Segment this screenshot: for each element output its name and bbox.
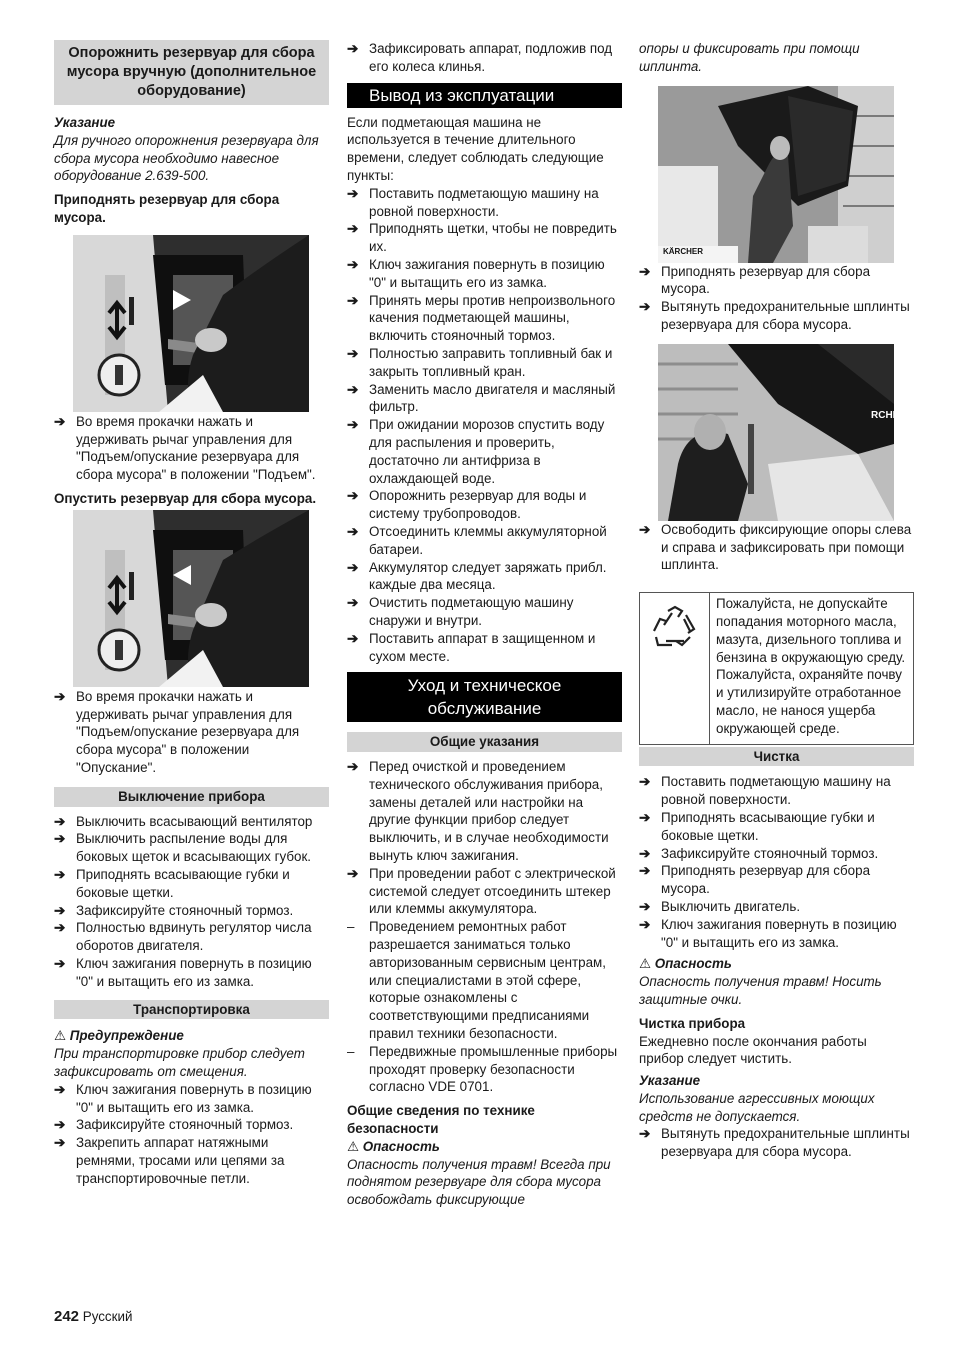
- arrow-right-icon: ➔: [639, 809, 651, 825]
- switch-off-steps: [54, 813, 329, 991]
- warning-triangle-icon: ⚠: [639, 956, 652, 972]
- list-item: ➔ Заменить масло двигателя и масляный фильтр.: [347, 381, 616, 415]
- section-heading-maintenance: Уход и техническое обслуживание: [347, 672, 622, 722]
- list-item: ➔ Принять меры против непроизвольного качения подметающей машины, включить стояночный тормоз.: [347, 292, 616, 344]
- arrow-right-icon: ➔: [639, 863, 651, 879]
- raise-title: Приподнять резервуар для сбора мусора.: [54, 192, 280, 225]
- recycle-icon-cell: [640, 593, 710, 743]
- list-item: ➔ При проведении работ с электрической системой следует отсоединить штекер или клеммы аккумулятора.: [347, 865, 616, 917]
- list-item: ➔ Зафиксируйте стояночный тормоз.: [639, 845, 879, 861]
- danger-title-cleaning: ⚠ Опасность: [639, 956, 732, 972]
- arrow-right-icon: ➔: [347, 185, 359, 201]
- safety-title: Общие сведения по технике безопасности: [347, 1103, 535, 1137]
- arrow-right-icon: ➔: [54, 902, 66, 918]
- arrow-right-icon: ➔: [54, 413, 66, 429]
- arrow-right-icon: ➔: [639, 774, 651, 790]
- arrow-right-icon: ➔: [639, 916, 651, 932]
- photo-raise-container: [658, 86, 894, 263]
- list-item: ➔ Закрепить аппарат натяжными ремнями, тросами или цепями за транспортировочные петли.: [54, 1135, 285, 1186]
- column-middle: [347, 40, 622, 1209]
- list-item: ➔ Очистить подметающую машину снаружи и внутри.: [347, 595, 574, 628]
- section-heading-cleaning: Чистка: [639, 747, 914, 767]
- arrow-right-icon: ➔: [347, 488, 359, 504]
- arrow-right-icon: ➔: [639, 898, 651, 914]
- last-steps: [639, 1125, 914, 1161]
- support-steps: [639, 521, 914, 574]
- list-item: ➔ Приподнять щетки, чтобы не повредить их.: [347, 221, 617, 255]
- list-item: ➔ Перед очисткой и проведением технического обслуживания прибора, замены деталей или настройки на другие функции прибор следует выключить, и в случае необходимости вынуть ключ зажигания.: [347, 759, 609, 864]
- arrow-right-icon: ➔: [347, 381, 359, 397]
- photo-lower-lever: [73, 510, 309, 687]
- arrow-right-icon: ➔: [54, 688, 66, 704]
- list-item: ➔ Полностью заправить топливный бак и закрыть топливный кран.: [347, 345, 613, 379]
- list-item: ➔ Во время прокачки нажать и удерживать рычаг управления для "Подъем/опускание резервуара для сбора мусора" в положении "Опускание".: [54, 688, 300, 775]
- section-heading-switch-off: Выключение прибора: [54, 787, 329, 807]
- list-item: ➔ Вытянуть предохранительные шплинты резервуара для сбора мусора.: [639, 299, 910, 332]
- list-item: ➔ Зафиксируйте стояночный тормоз.: [54, 1117, 294, 1133]
- column-left: [54, 40, 329, 1187]
- danger-text-continued: опоры и фиксировать при помощи шплинта.: [639, 41, 860, 74]
- device-cleaning-text: Ежедневно после окончания работы прибор следует чистить.: [639, 1033, 867, 1067]
- photo-raise-lever: [73, 235, 309, 412]
- list-item: ➔ Полностью вдвинуть регулятор числа оборотов двигателя.: [54, 920, 312, 954]
- arrow-right-icon: ➔: [347, 559, 359, 575]
- list-item: ➔ Приподнять всасывающие губки и боковые щетки.: [639, 809, 875, 843]
- decommission-intro: Если подметающая машина не используется в течение длительного времени, следует соблюдать следующие пункты:: [347, 114, 604, 183]
- danger-text: Опасность получения травм! Всегда при поднятом резервуаре для сбора мусора освобождать фиксирующие: [347, 1156, 611, 1208]
- arrow-right-icon: ➔: [347, 523, 359, 539]
- list-item: ➔ Ключ зажигания повернуть в позицию "0" и вытащить его из замка.: [54, 955, 312, 989]
- arrow-right-icon: ➔: [347, 865, 359, 881]
- warning-title: ⚠ Предупреждение: [54, 1028, 184, 1044]
- arrow-right-icon: ➔: [54, 955, 66, 971]
- list-item: ➔ Зафиксируйте стояночный тормоз.: [54, 902, 294, 918]
- column-right: [639, 40, 914, 1161]
- arrow-right-icon: ➔: [54, 866, 66, 882]
- list-item: ➔ Во время прокачки нажать и удерживать рычаг управления для "Подъем/опускание резервуара для сбора мусора" в положении "Подъем".: [54, 413, 316, 483]
- section-heading-general-notes: Общие указания: [347, 732, 622, 752]
- list-item: – Проведением ремонтных работ разрешается заниматься только авторизованным сервисным центрам, или специалистами в этой сфере, которые ознакомлены с соответствующими предписаниями правил техники безопасности.: [347, 919, 606, 1042]
- list-item: ➔ Выключить двигатель.: [639, 898, 801, 914]
- section-heading-decommission: Вывод из эксплуатации: [347, 83, 622, 108]
- danger-text-cleaning: Опасность получения травм! Носить защитные очки.: [639, 974, 882, 1007]
- arrow-right-icon: ➔: [347, 595, 359, 611]
- note-text-cleaning: Использование агрессивных моющих средств не допускается.: [639, 1090, 875, 1124]
- arrow-right-icon: ➔: [54, 813, 66, 829]
- list-item: ➔ Ключ зажигания повернуть в позицию "0" и вытащить его из замка.: [347, 256, 605, 290]
- list-item: ➔ Поставить подметающую машину на ровной поверхности.: [347, 185, 599, 219]
- lower-steps: [54, 688, 329, 777]
- list-item: ➔ Ключ зажигания повернуть в позицию "0" и вытащить его из замка.: [54, 1081, 312, 1115]
- warning-triangle-icon: ⚠: [347, 1138, 360, 1154]
- arrow-right-icon: ➔: [347, 221, 359, 237]
- cleaning-steps: [639, 773, 914, 951]
- note-title-cleaning: Указание: [639, 1073, 701, 1089]
- note-title: Указание: [54, 115, 116, 130]
- environment-text: Пожалуйста, не допускайте попадания моторного масла, мазута, дизельного топлива и бензина в окружающую среду. Пожалуйста, охраняйте почву и утилизируйте отработанное масло, не нанося ущерба окружающей среде.: [716, 596, 906, 736]
- list-item: ➔ Зафиксировать аппарат, подложив под его колеса клинья.: [347, 41, 613, 74]
- page-language: Русский: [82, 1309, 133, 1324]
- list-item: ➔ Поставить подметающую машину на ровной поверхности.: [639, 774, 891, 808]
- lower-title: Опустить резервуар для сбора мусора.: [54, 490, 317, 506]
- container-steps: [639, 263, 914, 334]
- page-number: 242: [54, 1308, 80, 1325]
- arrow-right-icon: ➔: [347, 41, 359, 56]
- list-item: ➔ Приподнять всасывающие губки и боковые щетки.: [54, 866, 290, 900]
- list-item: ➔ Приподнять резервуар для сбора мусора.: [639, 263, 871, 297]
- list-item: ➔ Отсоединить клеммы аккумуляторной батареи.: [347, 523, 607, 557]
- list-item: ➔ Аккумулятор следует заряжать прибл. каждые два месяца.: [347, 559, 607, 593]
- list-item: ➔ При ожидании морозов спустить воду для распыления и проверить, достаточно ли антифриза в охлаждающей воде.: [347, 417, 605, 486]
- arrow-right-icon: ➔: [639, 299, 651, 315]
- arrow-right-icon: ➔: [54, 1117, 66, 1133]
- warning-text: При транспортировке прибор следует зафиксировать от смещения.: [54, 1046, 305, 1079]
- arrow-right-icon: ➔: [347, 256, 359, 272]
- list-item: ➔ Приподнять резервуар для сбора мусора.: [639, 863, 871, 897]
- list-item: ➔ Ключ зажигания повернуть в позицию "0" и вытащить его из замка.: [639, 916, 897, 950]
- general-steps: [347, 758, 622, 918]
- list-item: ➔ Опорожнить резервуар для воды и систему трубопроводов.: [347, 488, 587, 522]
- list-item: ➔ Поставить аппарат в защищенном и сухом месте.: [347, 630, 596, 664]
- list-item: ➔ Выключить всасывающий вентилятор: [54, 813, 313, 829]
- arrow-right-icon: ➔: [347, 292, 359, 308]
- note-text: Для ручного опорожнения резервуара для сбора мусора необходимо навесное оборудование 2.639-500.: [54, 132, 319, 184]
- photo-raise-container-brand: KÄRCHER: [663, 247, 703, 256]
- arrow-right-icon: ➔: [347, 630, 359, 646]
- arrow-right-icon: ➔: [347, 759, 359, 775]
- raise-steps: [54, 413, 329, 484]
- warning-triangle-icon: ⚠: [54, 1028, 67, 1044]
- top-steps: [347, 40, 622, 76]
- arrow-right-icon: ➔: [347, 345, 359, 361]
- environment-notice: [639, 592, 914, 744]
- arrow-right-icon: ➔: [639, 521, 651, 537]
- general-dash-items: [347, 918, 622, 1096]
- section-heading-transport: Транспортировка: [54, 1000, 329, 1020]
- arrow-right-icon: ➔: [639, 263, 651, 279]
- decommission-steps: [347, 185, 622, 666]
- arrow-right-icon: ➔: [54, 831, 66, 847]
- arrow-right-icon: ➔: [639, 1126, 651, 1142]
- page-footer: [54, 1308, 132, 1326]
- arrow-right-icon: ➔: [54, 1135, 66, 1151]
- list-item: – Передвижные промышленные приборы проходят проверку безопасности согласно VDE 0701.: [347, 1043, 618, 1095]
- list-item: ➔ Вытянуть предохранительные шплинты резервуара для сбора мусора.: [639, 1126, 910, 1160]
- list-item: ➔ Освободить фиксирующие опоры слева и справа и зафиксировать при помощи шплинта.: [639, 521, 912, 573]
- transport-steps: [54, 1081, 329, 1188]
- list-item: ➔ Выключить распыление воды для боковых щеток и всасывающих губок.: [54, 831, 312, 865]
- device-cleaning-title: Чистка прибора: [639, 1015, 746, 1031]
- arrow-right-icon: ➔: [54, 920, 66, 936]
- section-heading-manual-empty: Опорожнить резервуар для сбора мусора вручную (дополнительное оборудование): [54, 40, 329, 105]
- arrow-right-icon: ➔: [54, 1081, 66, 1097]
- arrow-right-icon: ➔: [347, 417, 359, 433]
- recycle-icon: [650, 605, 700, 651]
- danger-title: ⚠ Опасность: [347, 1138, 440, 1154]
- photo-release-supports-brand: RCHER: [871, 410, 907, 421]
- photo-release-supports: [658, 344, 894, 521]
- arrow-right-icon: ➔: [639, 845, 651, 861]
